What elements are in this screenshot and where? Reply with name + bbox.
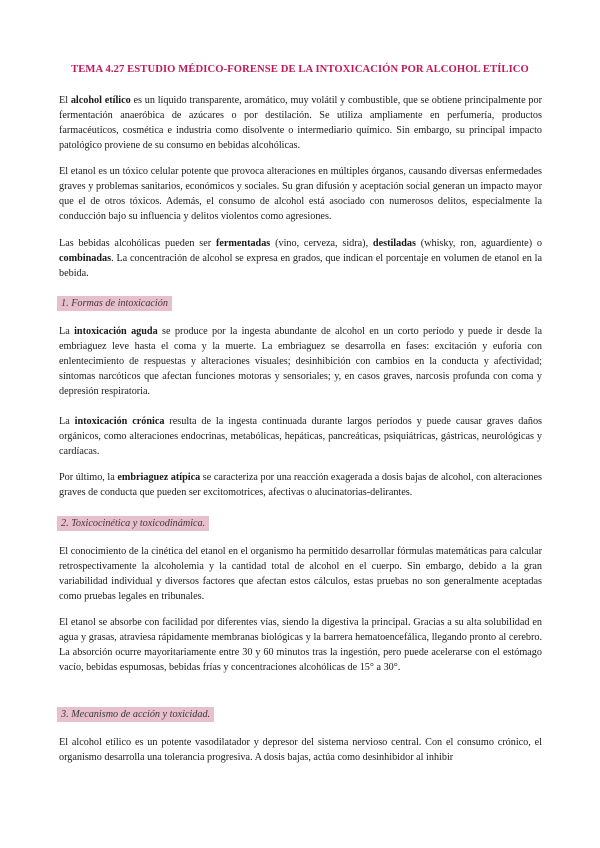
- term-intoxicacion-cronica: intoxicación crónica: [74, 416, 165, 427]
- term-fermentadas: fermentadas: [215, 238, 271, 249]
- term-destiladas: destiladas: [372, 238, 416, 249]
- section1-paragraph-1: La intoxicación aguda se produce por la ingesta abundante de alcohol en un corto período y puede ir desde la embriaguez leve hasta el coma y la muerte. La embriaguez se desarrolla en fases: excitación y euforia con enlentecimiento de respuestas y alteraciones visuales; desinhibición con cambios en la conducta y afectividad; síntomas narcóticos que afectan funciones motoras y sensoriales; y, en casos graves, narcosis profunda con coma y depresión respiratoria.: [59, 326, 542, 398]
- term-intoxicacion-aguda: intoxicación aguda: [74, 326, 158, 337]
- section-heading-formas: 1. Formas de intoxicación: [57, 296, 172, 311]
- intro-paragraph-3: Las bebidas alcohólicas pueden ser fermentadas (vino, cerveza, sidra), destiladas (whisky, ron, aguardiente) o combinadas. La concentración de alcohol se expresa en grados, que indican el porcentaje en volumen de etanol en la bebida.: [59, 238, 542, 280]
- term-alcohol-etilico: alcohol etílico: [70, 95, 131, 106]
- section1-paragraph-2: La intoxicación crónica resulta de la ingesta continuada durante largos períodos y puede causar graves daños orgánicos, como alteraciones endocrinas, metabólicas, hepáticas, pancreáticas, psiquiátricas, gástricas, neurológicas y cardíacas.: [59, 416, 543, 458]
- section2-paragraph-2: El etanol se absorbe con facilidad por diferentes vías, siendo la digestiva la principal. Gracias a su alta solubilidad en agua y grasas, atraviesa rápidamente membranas biológicas y la barrera hematoencefálica, llegando pronto al cerebro. La absorción ocurre mayoritariamente entre 30 y 60 minutos tras la ingestión, pero puede acelerarse con el estómago vacío, bebidas espumosas, bebidas frías y concentraciones alcohólicas de 15° a 30°.: [59, 617, 542, 674]
- term-combinadas: combinadas: [59, 253, 112, 265]
- section-heading-toxicocinetica: 2. Toxicocinética y toxicodinámica.: [57, 516, 209, 531]
- section1-paragraph-3: Por último, la embriaguez atípica se caracteriza por una reacción exagerada a dosis bajas de alcohol, con alteraciones graves de conducta que pueden ser excitomotrices, afectivas o alucinatorias-delirantes.: [59, 472, 542, 499]
- intro-paragraph-2: El etanol es un tóxico celular potente que provoca alteraciones en múltiples órganos, causando diversas enfermedades graves y problemas sanitarios, económicos y sociales. Su gran difusión y aceptación social generan un impacto mayor que el de otros tóxicos. Además, el consumo de alcohol está asociado con numerosos delitos, especialmente la conducción bajo su influencia y delitos violentos como agresiones.: [59, 166, 542, 223]
- intro-paragraph-1: El alcohol etílico es un líquido transparente, aromático, muy volátil y combustible, que se obtiene principalmente por fermentación anaeróbica de azúcares o por destilación. Se utiliza ampliamente en perfumería, productos farmacéuticos, cosmética e industria como disolvente o intermediario químico. Sin embargo, su principal impacto patológico proviene de su consumo en bebidas alcohólicas.: [59, 95, 542, 152]
- document-title: TEMA 4.27 ESTUDIO MÉDICO-FORENSE DE LA INTOXICACIÓN POR ALCOHOL ETÍLICO: [71, 64, 529, 75]
- section-heading-mecanismo: 3. Mecanismo de acción y toxicidad.: [57, 707, 214, 722]
- section3-paragraph-1: El alcohol etílico es un potente vasodilatador y depresor del sistema nervioso central. Con el consumo crónico, el organismo desarrolla una tolerancia progresiva. A dosis bajas, actúa como desinhibidor al inhibir: [59, 737, 542, 764]
- term-embriaguez-atipica: embriaguez atípica: [117, 472, 201, 483]
- section2-paragraph-1: El conocimiento de la cinética del etanol en el organismo ha permitido desarrollar fórmulas matemáticas para calcular retrospectivamente la alcoholemia y la cantidad total de alcohol en el cuerpo. Sin embargo, debido a la gran variabilidad individual y diversos factores que afectan estos cálculos, estas pruebas no son generalmente aceptadas como pruebas legales en tribunales.: [59, 546, 542, 603]
